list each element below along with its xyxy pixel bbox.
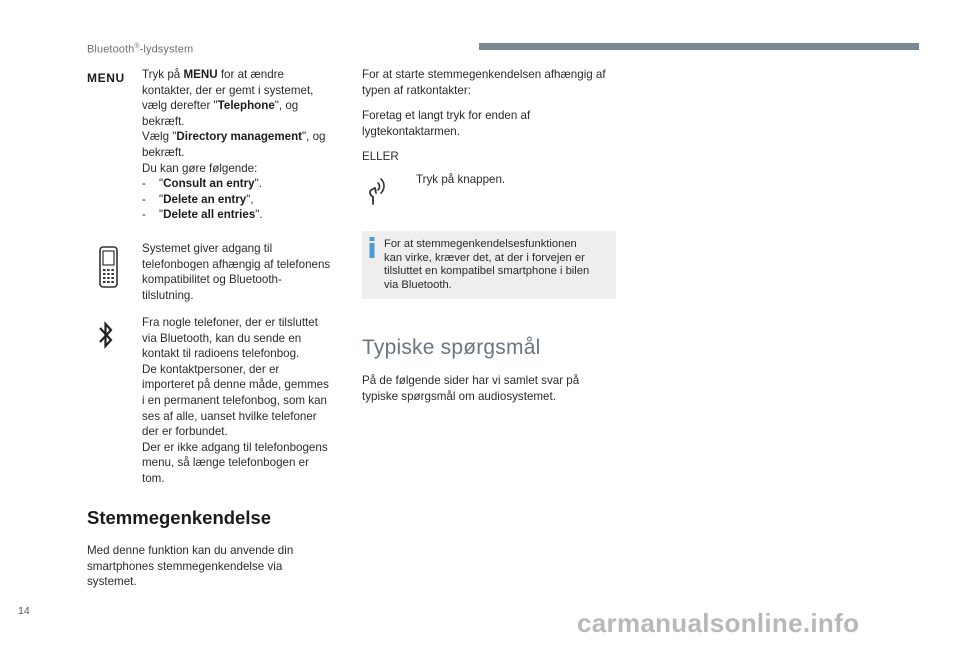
text-line: tilslutning.	[142, 288, 194, 302]
text-line: For at stemmegenkendelsesfunktionen	[384, 238, 577, 250]
text-line: For at starte stemmegenkendelsen afhængig af	[362, 68, 606, 81]
section-label: Bluetooth®-lydsystem	[87, 43, 194, 56]
text-line: i en permanent telefonbog, som kan	[142, 393, 327, 407]
phonebook-access-text	[142, 241, 342, 303]
text-line: tilsluttet en kompatibel smartphone i bilen	[384, 265, 590, 278]
text-line: vælg derefter "Telephone", og	[142, 99, 299, 113]
voice-start-intro	[362, 67, 622, 98]
text-line: Tryk på MENU for at ændre	[142, 68, 284, 81]
bluetooth-contacts-text	[142, 315, 342, 487]
text-line: På de følgende sider har vi samlet svar på	[362, 374, 580, 387]
text-line: kan virke, kræver det, at der i forvejen er	[384, 251, 585, 264]
voice-command-icon	[365, 176, 395, 206]
info-icon	[368, 237, 376, 258]
menu-instructions	[142, 67, 342, 223]
text-line: menu, så længe telefonbogen er	[142, 456, 309, 470]
text-line: Systemet giver adgang til	[142, 242, 273, 255]
text-line: smartphones stemmegenkendelse via	[87, 559, 283, 573]
text-line: via Bluetooth, kan du sende en	[142, 331, 302, 345]
menu-button-icon: MENU	[87, 71, 125, 85]
text-line: telefonbogen afhængig af telefonens	[142, 257, 331, 271]
text-line: lygtekontaktarmen.	[362, 124, 460, 138]
text-line: systemet.	[87, 575, 137, 589]
text-line: Fra nogle telefoner, der er tilsluttet	[142, 316, 318, 329]
section-heading-voice-recognition: Stemmegenkendelse	[87, 507, 272, 528]
voice-recognition-intro	[87, 543, 307, 590]
text-line: der er forbundet.	[142, 425, 228, 439]
text-line: bekræft.	[142, 145, 185, 159]
text-line: kontakt til radioens telefonbog.	[142, 347, 300, 361]
press-button-text: Tryk på knappen.	[416, 173, 506, 186]
text-line: typen af ratkontakter:	[362, 83, 471, 97]
section-bar	[479, 43, 919, 50]
text-line: Vælg "Directory management", og	[142, 130, 326, 144]
text-line: kompatibilitet og Bluetooth-	[142, 273, 282, 287]
list-item: - "Delete an entry",	[142, 192, 254, 206]
text-line: Der er ikke adgang til telefonbogens	[142, 440, 328, 454]
text-line: Foretag et langt tryk for enden af	[362, 109, 531, 122]
text-line: ses af alle, uanset hvilke telefoner	[142, 409, 317, 423]
info-text	[384, 238, 610, 292]
text-line: via Bluetooth.	[384, 278, 452, 291]
or-label: ELLER	[362, 150, 399, 163]
long-press-step	[362, 108, 622, 139]
text-line: importeret på denne måde, gemmes	[142, 378, 329, 392]
text-line: De kontaktpersoner, der er	[142, 362, 280, 376]
page-number: 14	[18, 605, 30, 617]
bluetooth-icon	[98, 320, 114, 350]
watermark: carmanualsonline.info	[577, 608, 860, 638]
text-line: Med denne funktion kan du anvende din	[87, 544, 294, 557]
list-item: - "Consult an entry".	[142, 177, 262, 191]
text-line: typiske spørgsmål om audiosystemet.	[362, 389, 556, 403]
text-line: kontakter, der er gemt i systemet,	[142, 83, 314, 97]
text-line: tom.	[142, 471, 165, 485]
text-line: bekræft.	[142, 114, 185, 128]
list-item: - "Delete all entries".	[142, 208, 263, 222]
phone-icon	[99, 246, 118, 288]
section-heading-faq: Typiske spørgsmål	[362, 336, 541, 359]
faq-intro	[362, 373, 607, 404]
text-line: Du kan gøre følgende:	[142, 161, 258, 175]
